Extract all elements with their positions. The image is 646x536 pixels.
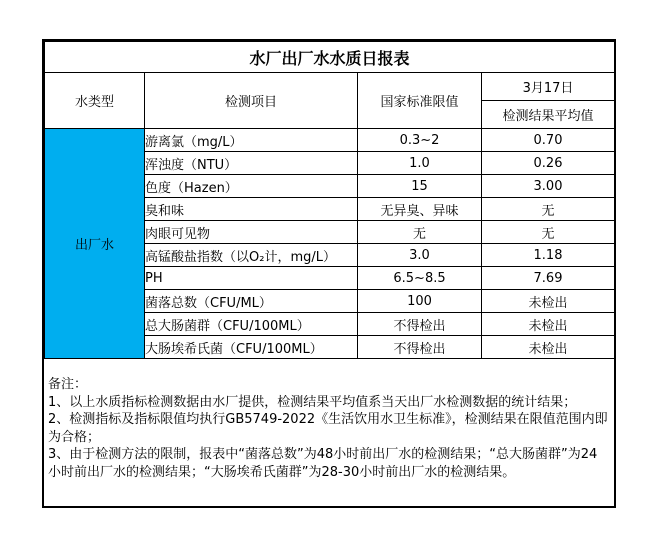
note-line: 3、由于检测方法的限制，报表中“菌落总数”为48小时前出厂水的检测结果；“总大肠菌群”为24小时前出厂水的检测结果；“大肠埃希氏菌群”为28-30小时前出厂水的检测结果。: [48, 447, 598, 480]
table-row: [45, 129, 615, 152]
limit-cell: 100: [358, 290, 482, 313]
result-cell: 未检出: [482, 336, 615, 359]
result-cell: 3.00: [482, 175, 615, 198]
item-cell: 浑浊度（NTU）: [145, 152, 358, 175]
limit-cell: 3.0: [358, 244, 482, 267]
limit-cell: 不得检出: [358, 313, 482, 336]
item-cell: 色度（Hazen）: [145, 175, 358, 198]
result-cell: 未检出: [482, 290, 615, 313]
limit-cell: 不得检出: [358, 336, 482, 359]
col-header-water-type: 水类型: [45, 73, 145, 129]
date-header: 3月17日: [482, 73, 615, 101]
item-cell: 总大肠菌群（CFU/100ML）: [145, 313, 358, 336]
limit-cell: 1.0: [358, 152, 482, 175]
col-header-item: 检测项目: [145, 73, 358, 129]
limit-cell: 15: [358, 175, 482, 198]
limit-cell: 6.5~8.5: [358, 267, 482, 290]
limit-cell: 无异臭、异味: [358, 198, 482, 221]
col-header-limit: 国家标准限值: [358, 73, 482, 129]
item-cell: 菌落总数（CFU/ML）: [145, 290, 358, 313]
result-cell: 0.26: [482, 152, 615, 175]
limit-cell: 0.3~2: [358, 129, 482, 152]
result-cell: 1.18: [482, 244, 615, 267]
result-cell: 无: [482, 221, 615, 244]
note-line: 1、以上水质指标检测数据由水厂提供，检测结果平均值系当天出厂水检测数据的统计结果；: [48, 394, 577, 410]
item-cell: 大肠埃希氏菌（CFU/100ML）: [145, 336, 358, 359]
report-title: 水厂出厂水水质日报表: [45, 42, 615, 73]
item-cell: 臭和味: [145, 198, 358, 221]
notes-label: 备注：: [48, 377, 88, 392]
result-cell: 未检出: [482, 313, 615, 336]
limit-cell: 无: [358, 221, 482, 244]
result-cell: 0.70: [482, 129, 615, 152]
result-cell: 7.69: [482, 267, 615, 290]
result-header: 检测结果平均值: [482, 101, 615, 129]
result-cell: 无: [482, 198, 615, 221]
item-cell: 肉眼可见物: [145, 221, 358, 244]
water-type-cell: 出厂水: [45, 129, 145, 359]
item-cell: 游离氯（mg/L）: [145, 129, 358, 152]
report-table: [44, 41, 615, 359]
report-sheet: [42, 39, 616, 508]
item-cell: 高锰酸盐指数（以O₂计，mg/L）: [145, 244, 358, 267]
note-line: 2、检测指标及指标限值均执行GB5749-2022《生活饮用水卫生标准》，检测结果在限值范围内即为合格；: [48, 412, 608, 445]
item-cell: PH: [145, 267, 358, 290]
notes: [44, 359, 614, 481]
